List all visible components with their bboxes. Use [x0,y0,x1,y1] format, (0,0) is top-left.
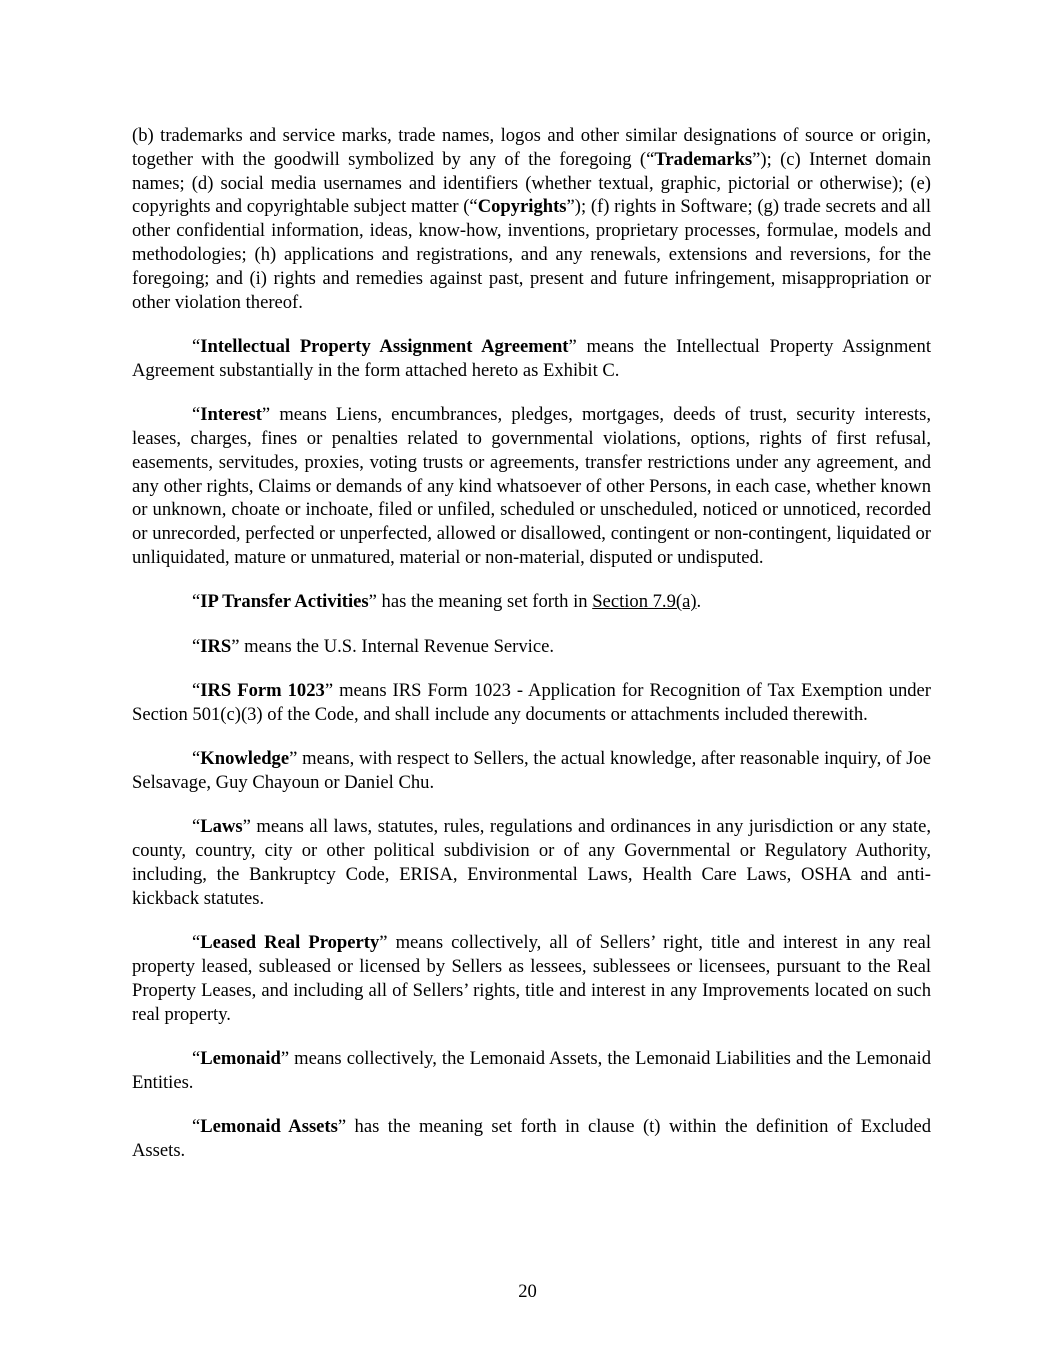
intro-text-3: ”); (f) rights in Software; (g) trade secrets and all other confidential information, ideas, know-how, inventions, proprietary processes, formulae, models and methodologies; (h) applications and registrations, and any renewals, extensions and reversions, for the foregoing; and (i) rights and remedies against past, present and future infringement, misappropriation or other violation thereof. [132,196,931,313]
intro-text-1: (b) trademarks and service marks, trade names, logos and other similar designations of source or origin, together with the goodwill symbolized by any of the foregoing (“ [132,125,931,170]
definition-body: ” means, with respect to Sellers, the actual knowledge, after reasonable inquiry, of Joe Selsavage, Guy Chayoun or Daniel Chu. [132,748,931,794]
open-quote: “ [192,335,201,357]
definition-irs-form-1023 [132,679,931,727]
definition-knowledge [132,747,931,795]
definition-body: ” means IRS Form 1023 - Application for Recognition of Tax Exemption under Section 501(c)(3) of the Code, and shall include any documents or attachments included therewith. [132,680,931,725]
open-quote: “ [192,816,201,838]
definition-end: . [696,591,702,613]
open-quote: “ [192,680,201,702]
defined-term: IRS [200,635,232,657]
definition-body: ” means collectively, all of Sellers’ right, title and interest in any real property leased, subleased or licensed by Sellers as lessees, sublessees or licensees, pursuant to the Real Property Leases, and including all of Sellers’ rights, title and interest in any Improvements located on such real property. [132,932,931,1025]
page-number: 20 [518,1281,537,1302]
defined-term: IP Transfer Activities [200,591,369,613]
open-quote: “ [192,404,201,426]
document-page [132,124,931,1183]
open-quote: “ [192,1116,201,1138]
intro-paragraph [132,124,931,314]
definition-ip-transfer-activities [132,590,931,614]
defined-term: Intellectual Property Assignment Agreement [200,335,569,357]
intro-text-2: ”); (c) Internet domain names; (d) social media usernames and identifiers (whether textual, graphic, pictorial or otherwise); (e) copyrights and copyrightable subject matter (“ [132,148,932,218]
definition-ip-assignment-agreement [132,335,931,383]
definition-lemonaid [132,1047,931,1095]
definition-irs [132,635,931,659]
section-reference-link[interactable]: Section 7.9(a) [592,591,697,613]
open-quote: “ [192,635,201,657]
definition-leased-real-property [132,931,931,1026]
open-quote: “ [192,748,201,770]
defined-term: Knowledge [200,748,290,770]
open-quote: “ [192,591,201,613]
definition-lemonaid-assets [132,1115,931,1163]
defined-term: IRS Form 1023 [200,680,325,702]
definition-interest [132,403,931,570]
copyrights-term: Copyrights [477,196,567,218]
defined-term: Lemonaid Assets [200,1116,338,1138]
defined-term: Interest [200,404,262,426]
definition-body: ” means the Intellectual Property Assignment Agreement substantially in the form attached hereto as Exhibit C. [132,335,932,381]
definition-body: ” means the U.S. Internal Revenue Service. [231,635,554,657]
definition-body: ” has the meaning set forth in [368,591,593,613]
defined-term: Lemonaid [200,1048,281,1070]
defined-term: Laws [200,816,243,838]
open-quote: “ [192,932,201,954]
definition-body: ” means all laws, statutes, rules, regulations and ordinances in any jurisdiction or any state, county, country, city or other political subdivision or of any Governmental or Regulatory Authority, including, the Bankruptcy Code, ERISA, Environmental Laws, Health Care Laws, OSHA and anti-kickback statutes. [132,816,931,909]
open-quote: “ [192,1048,201,1070]
defined-term: Leased Real Property [200,932,380,954]
definition-body: ” means collectively, the Lemonaid Assets, the Lemonaid Liabilities and the Lemonaid Entities. [132,1048,931,1093]
trademarks-term: Trademarks [654,148,753,170]
definition-body: ” means Liens, encumbrances, pledges, mortgages, deeds of trust, security interests, leases, charges, fines or penalties related to governmental violations, options, rights of first refusal, easements, servitudes, proxies, voting trusts or agreements, transfer restrictions under any agreement, and any other rights, Claims or demands of any kind whatsoever of other Persons, in each case, whether known or unknown, choate or inchoate, filed or unfiled, scheduled or unscheduled, noticed or unnoticed, recorded or unrecorded, perfected or unperfected, allowed or disallowed, contingent or non-contingent, liquidated or unliquidated, mature or unmatured, material or non-material, disputed or undisputed. [132,404,931,568]
definition-laws [132,815,931,910]
definition-body: ” has the meaning set forth in clause (t) within the definition of Excluded Assets. [132,1116,931,1162]
